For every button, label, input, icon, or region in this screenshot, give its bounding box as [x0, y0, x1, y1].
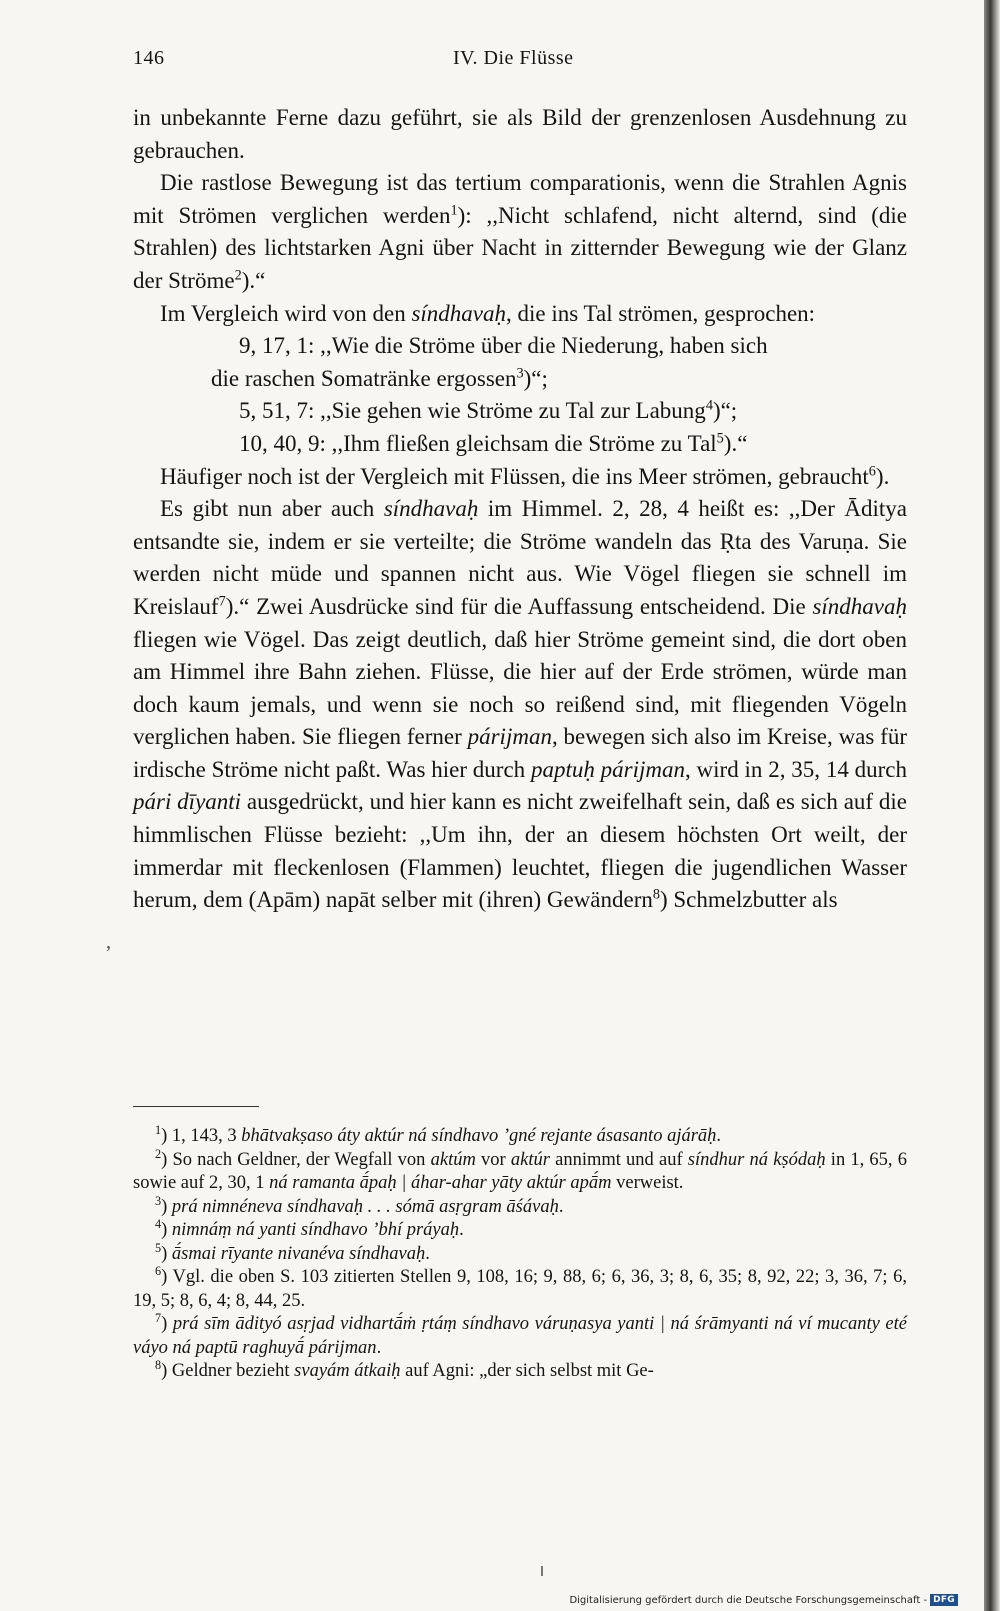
text-run: ).“ Zwei Ausdrücke sind für die Auffassung entscheidend. Die [225, 593, 813, 619]
digitization-credit [569, 1593, 958, 1607]
footnote-number: 7 [155, 1310, 162, 1325]
footnote-ref-5: 5 [716, 430, 724, 447]
quote-text: )“; [712, 398, 738, 424]
sanskrit-term: síndhavaḥ [383, 496, 479, 522]
paragraph-2 [133, 167, 907, 297]
paragraph-3 [133, 298, 907, 331]
paragraph-5 [133, 493, 907, 917]
footnote-text: . [558, 1196, 564, 1217]
sanskrit-term: síndhavaḥ [411, 300, 507, 326]
footnote-sanskrit: ná ramanta ā́paḥ | áhar-ahar yāty aktúr apā́m [269, 1173, 612, 1193]
footnote-sanskrit: aktúm [430, 1149, 476, 1170]
footnote-2 [133, 1146, 907, 1196]
text-run: Es gibt nun aber auch [160, 496, 384, 522]
footnote-ref-3: 3 [516, 365, 524, 382]
quote-text: )“; [523, 365, 548, 391]
text-run: im Himmel. 2, 28, 4 heißt es: ,,Der Āditya entsandte sie, indem er sie verteilte; die Ströme wandeln das Ṛta des Varuṇa. Sie werden nicht müde und spannen nicht aus. Wie Vögel fliegen sie schnell im Kreislauf [133, 496, 907, 619]
dfg-logo-icon: DFG [930, 1594, 958, 1606]
footnotes [133, 1122, 907, 1384]
footnote-ref-7: 7 [218, 593, 226, 610]
running-head: IV. Die Flüsse [453, 47, 574, 69]
footnote-sanskrit: prá nimnéneva síndhavaḥ . . . sómā asṛgram āśávaḥ [171, 1196, 559, 1217]
footnote-text: . [425, 1243, 430, 1264]
text-run: , wird in 2, 35, 14 durch [685, 756, 907, 782]
footnote-number: 5 [155, 1240, 162, 1255]
text-run: ). [875, 463, 890, 489]
text-run: Häufiger noch ist der Vergleich mit Flüssen, die ins Meer strömen, gebraucht [160, 463, 869, 489]
text-run: ) Schmelzbutter als [659, 887, 838, 913]
text-run: ausgedrückt, und hier kann es nicht zweifelhaft sein, daß es sich auf die himmlischen Flüsse bezieht: ,,Um ihn, der an diesem höchsten Ort weilt, der immerdar mit fleckenlosen (Flammen) leuchtet, fliegen die jugendlichen Wasser herum, dem (Apām) napāt selber mit (ihren) Gewändern [133, 789, 907, 913]
paragraph-4 [133, 461, 907, 494]
book-gutter-edge [984, 0, 1000, 1611]
credit-text: Digitalisierung gefördert durch die Deutsche Forschungsgemeinschaft - [569, 1594, 928, 1606]
footnote-rule [133, 1106, 259, 1107]
margin-mark: , [106, 931, 111, 953]
footnote-text: ) [161, 1196, 172, 1217]
footnote-text: . [459, 1220, 464, 1240]
footnote-text: verweist. [611, 1173, 684, 1193]
footnote-number: 8 [155, 1357, 162, 1372]
footnote-6 [133, 1263, 907, 1313]
footnote-ref-6: 6 [868, 462, 876, 479]
page-number: 146 [133, 47, 165, 69]
sanskrit-term: paptuḥ párijman [530, 756, 685, 782]
quote-5-51-7 [133, 395, 907, 428]
footnote-ref-8: 8 [652, 886, 660, 903]
footnote-text: . [376, 1337, 382, 1358]
footnote-4 [133, 1216, 907, 1243]
footnote-text: ) So nach Geldner, der Wegfall von [161, 1149, 431, 1170]
footnote-8 [133, 1357, 907, 1384]
scan-mark [541, 1566, 543, 1576]
footnote-sanskrit: aktúr [510, 1149, 550, 1170]
footnote-7 [133, 1310, 907, 1360]
footnote-1 [133, 1122, 907, 1149]
text-run: ).“ [241, 267, 266, 293]
main-text [133, 102, 907, 917]
paragraph-1 [133, 102, 907, 167]
quote-text: 10, 40, 9: ,,Ihm fließen gleichsam die Ströme zu Tal [239, 430, 717, 456]
sanskrit-term: párijman [467, 724, 552, 750]
quote-9-17-1-cont [133, 363, 907, 396]
quote-9-17-1 [133, 330, 907, 363]
page-header [133, 47, 907, 77]
footnote-text: ) [161, 1220, 172, 1240]
footnote-5 [133, 1240, 907, 1267]
text-run: fliegen wie Vögel. Das zeigt deutlich, daß hier Ströme gemeint sind, die dort oben am Himmel ihre Bahn ziehen. Flüsse, die hier auf der Erde strömen, würde man doch kaum jemals, und wenn sie noch so reißend sind, mit fliegenden Vögeln verglichen haben. Sie fliegen ferner [133, 626, 907, 750]
footnote-text: . [716, 1126, 722, 1146]
footnote-sanskrit: prá sīm ādityó asṛjad vidhartā́ṁ ṛtáṃ síndhavo váruṇasya yanti | ná śrāmyanti ná ví mucanty eté váyo ná paptū raghuyā́ párijman [133, 1314, 907, 1358]
footnote-ref-2: 2 [234, 267, 242, 284]
footnote-text: in 1, 65, 6 sowie auf 2, 30, 1 [133, 1149, 907, 1193]
footnote-number: 6 [155, 1263, 162, 1278]
quote-text: 5, 51, 7: ,,Sie gehen wie Ströme zu Tal zur Labung [239, 398, 706, 424]
footnote-sanskrit: nimnáṃ ná yanti síndhavo ’bhí práyaḥ [171, 1220, 460, 1240]
footnote-text: ) Geldner bezieht [161, 1361, 295, 1381]
text-run: Im Vergleich wird von den [160, 300, 412, 326]
footnote-number: 2 [155, 1146, 162, 1161]
text-run: , bewegen sich also im Kreise, was für irdische Ströme nicht paßt. Was hier durch [133, 724, 907, 782]
footnote-text: auf Agni: „der sich selbst mit Ge- [400, 1361, 654, 1381]
text-run: Die rastlose Bewegung ist das tertium comparationis, wenn die Strahlen Agnis mit Strömen verglichen werden [133, 170, 907, 228]
paragraph-1-text: in unbekannte Ferne dazu geführt, sie als Bild der grenzenlosen Ausdehnung zu gebrauchen. [133, 105, 907, 163]
footnote-text: ) Vgl. die oben S. 103 zitierten Stellen 9, 108, 16; 9, 88, 6; 6, 36, 3; 8, 6, 35; 8, 92, 22; 3, 36, 7; 6, 19, 5; 8, 6, 4; 8, 44, 25. [133, 1267, 907, 1311]
footnote-number: 3 [155, 1193, 162, 1208]
sanskrit-term: síndhavaḥ [812, 593, 907, 619]
text-run: , die ins Tal strömen, gesprochen: [506, 300, 816, 326]
quote-text: die raschen Somatränke ergossen [211, 365, 517, 391]
footnote-text: ) [161, 1243, 172, 1264]
footnote-sanskrit: síndhur ná kṣódaḥ [687, 1149, 826, 1170]
footnote-ref-1: 1 [450, 202, 458, 219]
footnote-text: annimmt und auf [549, 1149, 688, 1170]
footnote-text: ) 1, 143, 3 [161, 1126, 242, 1146]
footnote-sanskrit: svayám átkaiḥ [294, 1361, 401, 1381]
quote-text: 9, 17, 1: ,,Wie die Ströme über die Niederung, haben sich [239, 333, 768, 359]
footnote-number: 4 [155, 1216, 162, 1231]
footnote-sanskrit: bhātvakṣaso áty aktúr ná síndhavo ’gné rejante ásasanto ajárāḥ [241, 1126, 717, 1146]
footnote-ref-4: 4 [705, 397, 713, 414]
text-run: ): ,,Nicht schlafend, nicht alternd, sind (die Strahlen) des lichtstarken Agni über Nacht in zitternder Bewegung wie der Glanz der Ströme [133, 202, 907, 293]
quote-text: ).“ [723, 430, 748, 456]
footnote-sanskrit: ā́smai rīyante nivanéva síndhavaḥ [171, 1243, 426, 1264]
quote-10-40-9 [133, 428, 907, 461]
footnote-text: ) [161, 1314, 173, 1334]
footnote-3 [133, 1193, 907, 1220]
sanskrit-term: pári dīyanti [133, 789, 242, 815]
footnote-text: vor [475, 1149, 511, 1170]
footnote-number: 1 [155, 1122, 162, 1137]
